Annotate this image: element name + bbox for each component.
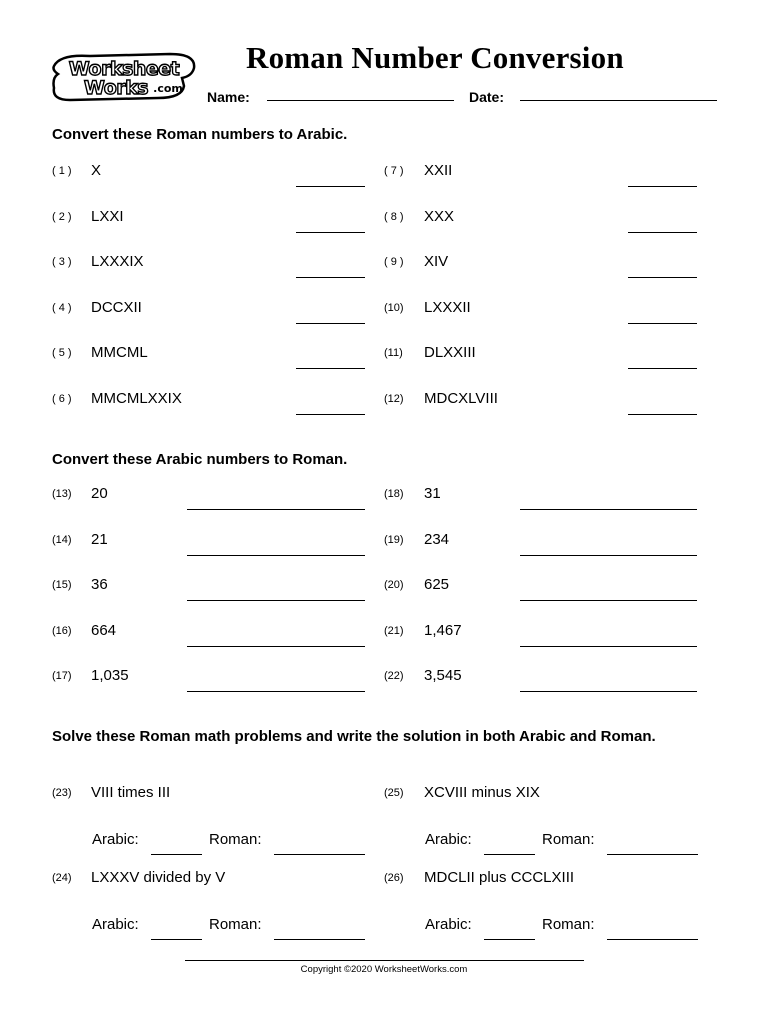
problem-number: ( 1 ) bbox=[52, 165, 72, 177]
answer-blank[interactable] bbox=[628, 368, 697, 369]
roman-answer-blank[interactable] bbox=[607, 939, 698, 940]
answer-blank[interactable] bbox=[296, 186, 365, 187]
roman-numeral: MMCMLXXIX bbox=[91, 390, 182, 407]
answer-blank[interactable] bbox=[520, 691, 697, 692]
problem-number: (19) bbox=[384, 533, 404, 546]
answer-blank[interactable] bbox=[296, 414, 365, 415]
answer-blank[interactable] bbox=[520, 600, 697, 601]
problem-number: ( 7 ) bbox=[384, 165, 404, 177]
arabic-number: 1,467 bbox=[424, 621, 462, 639]
problem-number: (23) bbox=[52, 787, 72, 799]
problem-number: (12) bbox=[384, 393, 404, 405]
arabic-number: 36 bbox=[91, 576, 108, 594]
arabic-number: 31 bbox=[424, 485, 441, 502]
date-label: Date: bbox=[469, 89, 505, 105]
arabic-number: 234 bbox=[424, 530, 450, 548]
arabic-number: 21 bbox=[91, 530, 108, 548]
footer-divider bbox=[185, 960, 584, 961]
arabic-answer-blank[interactable] bbox=[484, 939, 535, 940]
arabic-number: 664 bbox=[91, 621, 117, 639]
arabic-answer-blank[interactable] bbox=[151, 939, 202, 940]
arabic-label: Arabic: bbox=[425, 831, 472, 848]
arabic-number: 1,035 bbox=[91, 667, 129, 685]
math-problem: VIII times III bbox=[91, 784, 171, 801]
problem-number: ( 2 ) bbox=[52, 210, 72, 223]
svg-text:.com: .com bbox=[153, 82, 183, 95]
answer-blank[interactable] bbox=[628, 414, 697, 415]
svg-text:Worksheet: Worksheet bbox=[68, 58, 180, 80]
problem-number: (24) bbox=[52, 872, 72, 884]
problem-number: (21) bbox=[384, 624, 404, 637]
problem-number: (25) bbox=[384, 787, 404, 799]
problem-number: (14) bbox=[52, 533, 72, 546]
problem-number: (17) bbox=[52, 670, 72, 683]
arabic-answer-blank[interactable] bbox=[484, 854, 535, 855]
answer-blank[interactable] bbox=[520, 509, 697, 510]
problem-number: (16) bbox=[52, 624, 72, 637]
arabic-number: 20 bbox=[91, 485, 108, 502]
problem-number: (26) bbox=[384, 872, 404, 884]
roman-numeral: LXXXII bbox=[424, 298, 471, 316]
arabic-label: Arabic: bbox=[425, 916, 472, 933]
name-field[interactable] bbox=[267, 100, 454, 101]
problem-number: ( 4 ) bbox=[52, 301, 72, 314]
answer-blank[interactable] bbox=[187, 555, 365, 556]
roman-answer-blank[interactable] bbox=[274, 939, 365, 940]
answer-blank[interactable] bbox=[187, 600, 365, 601]
problem-number: (20) bbox=[384, 579, 404, 592]
roman-numeral: DLXXIII bbox=[424, 344, 476, 362]
answer-blank[interactable] bbox=[187, 646, 365, 647]
answer-blank[interactable] bbox=[187, 691, 365, 692]
math-problem: XCVIII minus XIX bbox=[424, 784, 540, 801]
name-label: Name: bbox=[207, 89, 250, 105]
problem-number: (18) bbox=[384, 488, 404, 500]
answer-blank[interactable] bbox=[520, 555, 697, 556]
problem-number: (13) bbox=[52, 488, 72, 500]
roman-numeral: XXX bbox=[424, 207, 455, 225]
arabic-label: Arabic: bbox=[92, 916, 139, 933]
answer-blank[interactable] bbox=[628, 323, 697, 324]
problem-number: (15) bbox=[52, 579, 72, 592]
problem-number: (22) bbox=[384, 670, 404, 683]
roman-numeral: MDCXLVIII bbox=[424, 390, 498, 407]
roman-numeral: MMCML bbox=[91, 344, 148, 362]
roman-numeral: LXXXIX bbox=[91, 253, 144, 271]
date-field[interactable] bbox=[520, 100, 717, 101]
section3-instruction: Solve these Roman math problems and write the solution in both Arabic and Roman. bbox=[52, 728, 656, 745]
arabic-number: 625 bbox=[424, 576, 450, 594]
roman-label: Roman: bbox=[542, 831, 595, 848]
problem-number: ( 5 ) bbox=[52, 347, 72, 360]
roman-numeral: XIV bbox=[424, 253, 449, 271]
roman-numeral: XXII bbox=[424, 162, 453, 179]
page-title: Roman Number Conversion bbox=[246, 40, 624, 75]
answer-blank[interactable] bbox=[187, 509, 365, 510]
roman-numeral: DCCXII bbox=[91, 298, 142, 316]
roman-answer-blank[interactable] bbox=[607, 854, 698, 855]
worksheetworks-logo bbox=[50, 52, 198, 102]
roman-label: Roman: bbox=[542, 916, 595, 933]
logo-graphic bbox=[50, 52, 198, 102]
answer-blank[interactable] bbox=[628, 277, 697, 278]
roman-label: Roman: bbox=[209, 831, 262, 848]
answer-blank[interactable] bbox=[520, 646, 697, 647]
problem-number: ( 3 ) bbox=[52, 256, 72, 269]
problem-number: ( 8 ) bbox=[384, 210, 404, 223]
roman-answer-blank[interactable] bbox=[274, 854, 365, 855]
math-problem: MDCLII plus CCCLXIII bbox=[424, 869, 575, 886]
arabic-label: Arabic: bbox=[92, 831, 139, 848]
roman-numeral: LXXI bbox=[91, 207, 124, 225]
answer-blank[interactable] bbox=[628, 232, 697, 233]
arabic-answer-blank[interactable] bbox=[151, 854, 202, 855]
problem-number: ( 9 ) bbox=[384, 256, 404, 269]
roman-label: Roman: bbox=[209, 916, 262, 933]
problem-number: (10) bbox=[384, 301, 404, 314]
math-problem: LXXXV divided by V bbox=[91, 869, 226, 886]
answer-blank[interactable] bbox=[296, 232, 365, 233]
section2-instruction: Convert these Arabic numbers to Roman. bbox=[52, 451, 348, 468]
answer-blank[interactable] bbox=[628, 186, 697, 187]
section1-instruction: Convert these Roman numbers to Arabic. bbox=[52, 126, 348, 143]
copyright-text: Copyright ©2020 WorksheetWorks.com bbox=[300, 964, 468, 975]
arabic-number: 3,545 bbox=[424, 667, 462, 685]
answer-blank[interactable] bbox=[296, 368, 365, 369]
answer-blank[interactable] bbox=[296, 277, 365, 278]
problem-number: ( 6 ) bbox=[52, 393, 72, 405]
answer-blank[interactable] bbox=[296, 323, 365, 324]
roman-numeral: X bbox=[91, 162, 102, 179]
problem-number: (11) bbox=[384, 347, 403, 360]
svg-text:Works: Works bbox=[83, 77, 149, 99]
